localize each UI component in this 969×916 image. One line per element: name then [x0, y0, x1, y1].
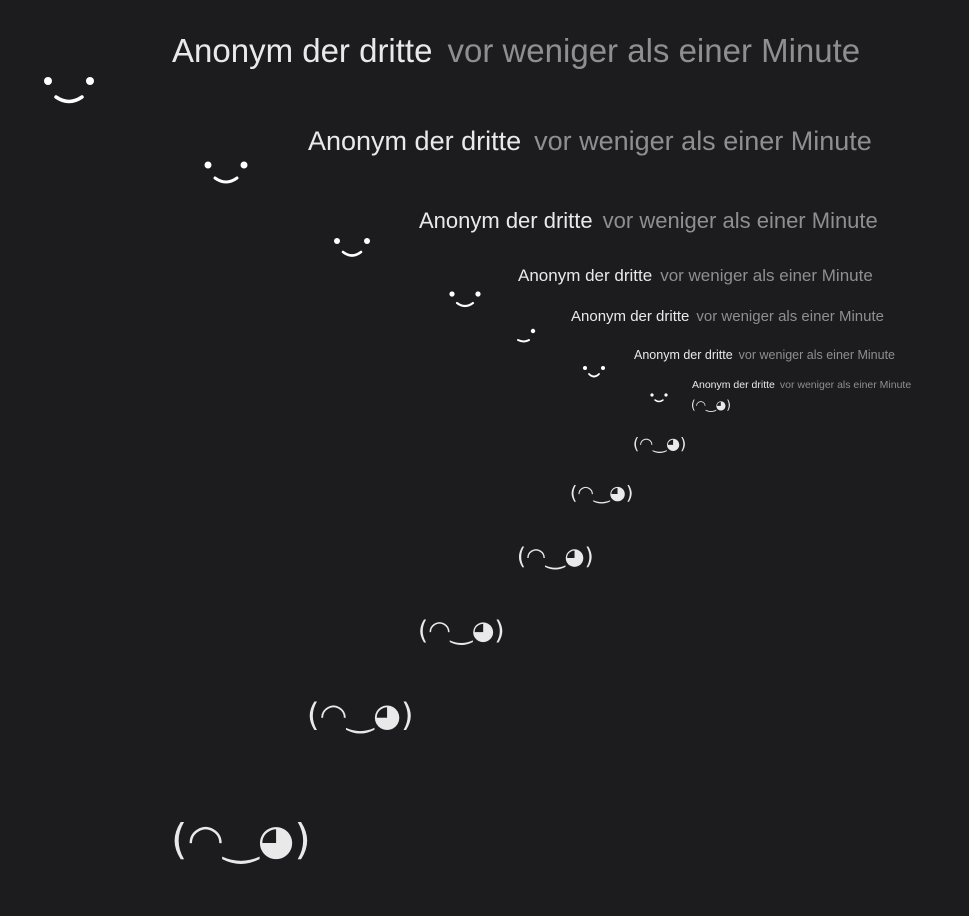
- comment-header: [308, 126, 872, 157]
- avatar-smiley-icon: [580, 360, 608, 382]
- comment-timestamp: vor weniger als einer Minute: [738, 348, 895, 362]
- author-name[interactable]: Anonym der dritte: [692, 379, 775, 391]
- avatar-smiley-icon: [38, 64, 100, 110]
- author-name[interactable]: Anonym der dritte: [172, 32, 433, 69]
- avatar-smiley-icon: [330, 230, 374, 262]
- comment-timestamp: vor weniger als einer Minute: [447, 32, 861, 69]
- comment-header: [419, 208, 878, 234]
- author-name[interactable]: Anonym der dritte: [518, 266, 653, 285]
- comment-message: (◠‿◕): [418, 616, 505, 646]
- comment-header: [571, 308, 884, 325]
- comment-header: [172, 32, 860, 70]
- comment-header: [518, 266, 873, 286]
- comment-timestamp: vor weniger als einer Minute: [602, 208, 878, 233]
- avatar-smiley-icon: [199, 150, 253, 190]
- comment-header: [634, 348, 895, 362]
- comment-timestamp: vor weniger als einer Minute: [696, 308, 884, 325]
- comment-message: (◠‿◕): [691, 398, 731, 412]
- avatar-smiley-icon: [648, 389, 670, 406]
- author-name[interactable]: Anonym der dritte: [634, 348, 733, 362]
- avatar-smiley-icon: [446, 284, 484, 312]
- comment-message: (◠‿◕): [171, 815, 311, 864]
- avatar-smiley-icon: [514, 324, 540, 346]
- comment-header: [692, 379, 911, 391]
- author-name[interactable]: Anonym der dritte: [308, 126, 522, 156]
- comment-message: (◠‿◕): [633, 434, 687, 453]
- author-name[interactable]: Anonym der dritte: [419, 208, 593, 233]
- comment-message: (◠‿◕): [517, 544, 594, 570]
- comment-message: (◠‿◕): [570, 482, 634, 504]
- comment-timestamp: vor weniger als einer Minute: [660, 266, 873, 285]
- comment-timestamp: vor weniger als einer Minute: [779, 379, 912, 391]
- author-name[interactable]: Anonym der dritte: [571, 308, 690, 325]
- comment-timestamp: vor weniger als einer Minute: [534, 126, 872, 156]
- comment-message: (◠‿◕): [307, 696, 414, 734]
